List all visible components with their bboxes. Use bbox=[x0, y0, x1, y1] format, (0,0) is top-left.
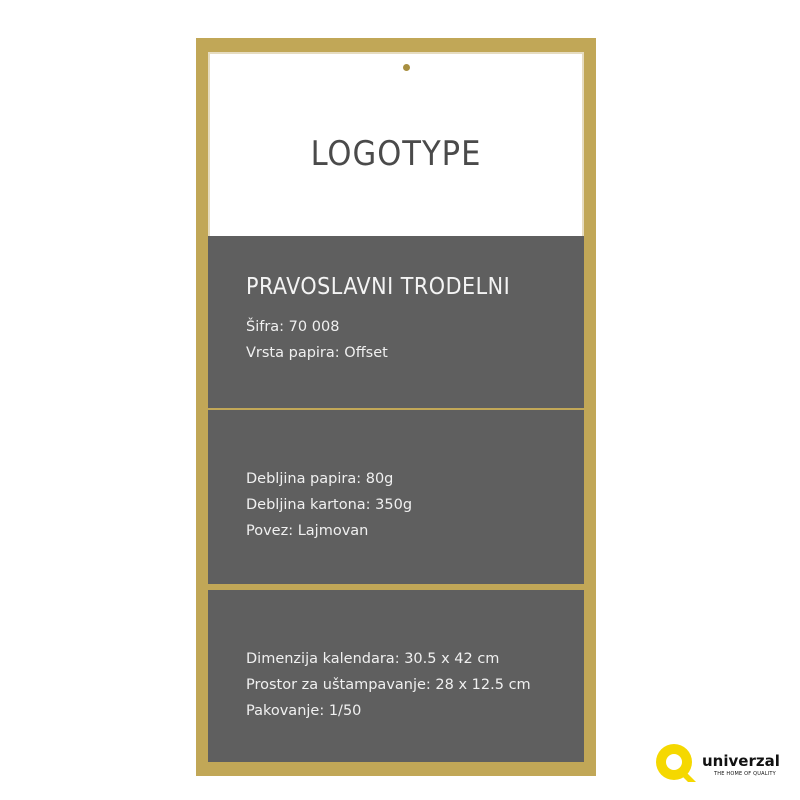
spec-line: Povez: Lajmovan bbox=[246, 523, 369, 539]
logo-header bbox=[208, 52, 584, 260]
spec-line: Debljina kartona: 350g bbox=[246, 497, 413, 513]
logotype-text: LOGOTYPE bbox=[310, 134, 482, 174]
calendar-mockup bbox=[196, 38, 596, 776]
brand-tagline: THE HOME OF QUALITY bbox=[714, 771, 776, 777]
spec-line: Debljina papira: 80g bbox=[246, 471, 394, 487]
spec-line: Pakovanje: 1/50 bbox=[246, 703, 362, 719]
brand-name: univerzal bbox=[702, 752, 780, 770]
brand-logo bbox=[652, 738, 792, 788]
product-title: PRAVOSLAVNI TRODELNI bbox=[246, 274, 511, 300]
q-logo-icon bbox=[652, 738, 702, 788]
spec-line: Dimenzija kalendara: 30.5 x 42 cm bbox=[246, 651, 500, 667]
calendar-panel-bottom bbox=[208, 590, 584, 762]
calendar-panel-middle bbox=[208, 410, 584, 584]
hanging-hole bbox=[403, 64, 410, 71]
spec-line: Vrsta papira: Offset bbox=[246, 345, 388, 361]
spec-line: Prostor za uštampavanje: 28 x 12.5 cm bbox=[246, 677, 531, 693]
spec-line: Šifra: 70 008 bbox=[246, 319, 340, 335]
calendar-panel-top bbox=[208, 236, 584, 408]
